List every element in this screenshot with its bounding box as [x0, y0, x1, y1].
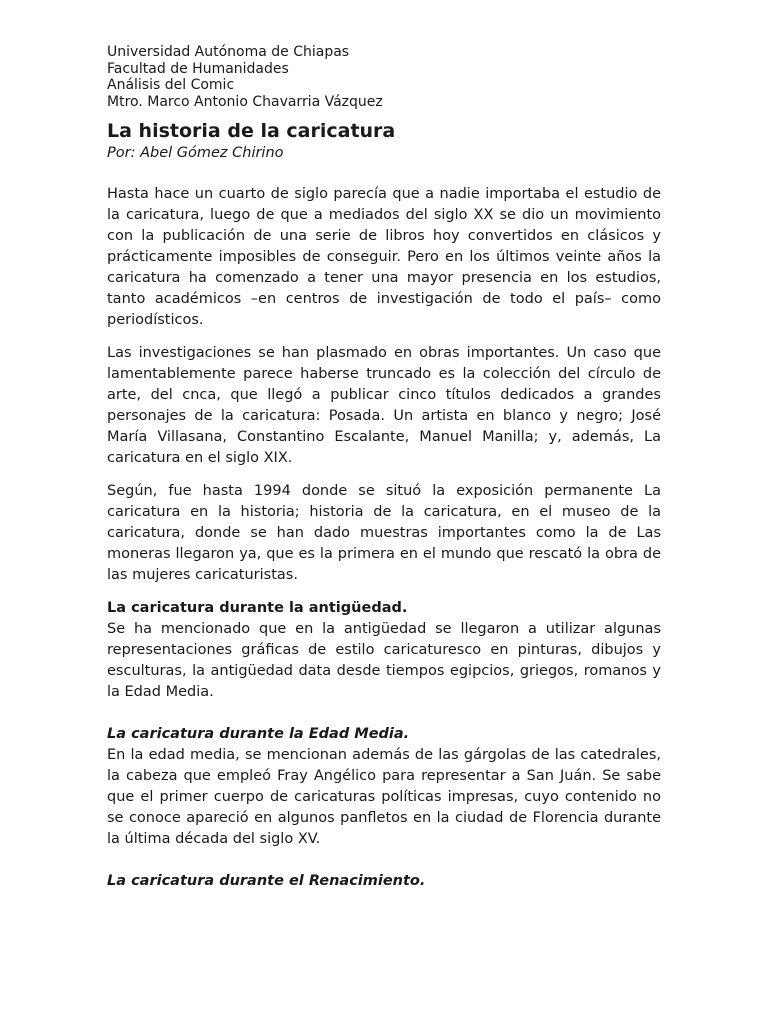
course-name: Análisis del Comic: [107, 77, 235, 93]
paragraph-3: Según, fue hasta 1994 donde se situó la exposición permanente La caricatura en la historia; historia de la caricatura, en el museo de la caricatura, donde se han dado muestras importantes como la de Las moneras llegaron ya, que es la primera en el mundo que rescató la obra de las mujeres caricaturistas.: [107, 483, 661, 583]
paragraph-1: Hasta hace un cuarto de siglo parecía que a nadie importaba el estudio de la caricatura, luego de que a mediados del siglo XX se dio un movimiento con la publicación de una serie de libros hoy convertidos en clásicos y prácticamente imposibles de conseguir. Pero en los últimos veinte años la caricatura ha comenzado a tener una mayor presencia en los estudios, tanto académicos –en centros de investigación de todo el país– como periodísticos.: [107, 186, 661, 328]
document-byline: Por: Abel Gómez Chirino: [107, 145, 284, 161]
teacher-name: Mtro. Marco Antonio Chavarria Vázquez: [107, 93, 383, 110]
faculty-name: Facultad de Humanidades: [107, 60, 289, 77]
section-heading-renaissance: La caricatura durante el Renacimiento.: [107, 873, 426, 889]
document-page: [107, 44, 661, 892]
paragraph-2: Las investigaciones se han plasmado en obras importantes. Un caso que lamentablemente parece haberse truncado es la colección del círculo de arte, del cnca, que llegó a publicar cinco títulos dedicados a grandes personajes de la caricatura: Posada. Un artista en blanco y negro; José María Villasana, Constantino Escalante, Manuel Manilla; y, además, La caricatura en el siglo XIX.: [107, 345, 661, 466]
section-heading-antiquity: La caricatura durante la antigüedad.: [107, 600, 408, 616]
document-header: [107, 44, 661, 110]
section-text-middle-ages: En la edad media, se mencionan además de las gárgolas de las catedrales, la cabeza que empleó Fray Angélico para representar a San Juán. Se sabe que el primer cuerpo de caricaturas políticas impresas, cuyo contenido no se conoce apareció en algunos panfletos en la ciudad de Florencia durante la última década del siglo XV.: [107, 747, 661, 847]
section-text-antiquity: Se ha mencionado que en la antigüedad se llegaron a utilizar algunas representaciones gráficas de estilo caricaturesco en pinturas, dibujos y esculturas, la antigüedad data desde tiempos egipcios, griegos, romanos y la Edad Media.: [107, 621, 661, 700]
university-name: Universidad Autónoma de Chiapas: [107, 44, 350, 60]
section-heading-middle-ages: La caricatura durante la Edad Media.: [107, 726, 410, 742]
document-title: La historia de la caricatura: [107, 120, 396, 142]
